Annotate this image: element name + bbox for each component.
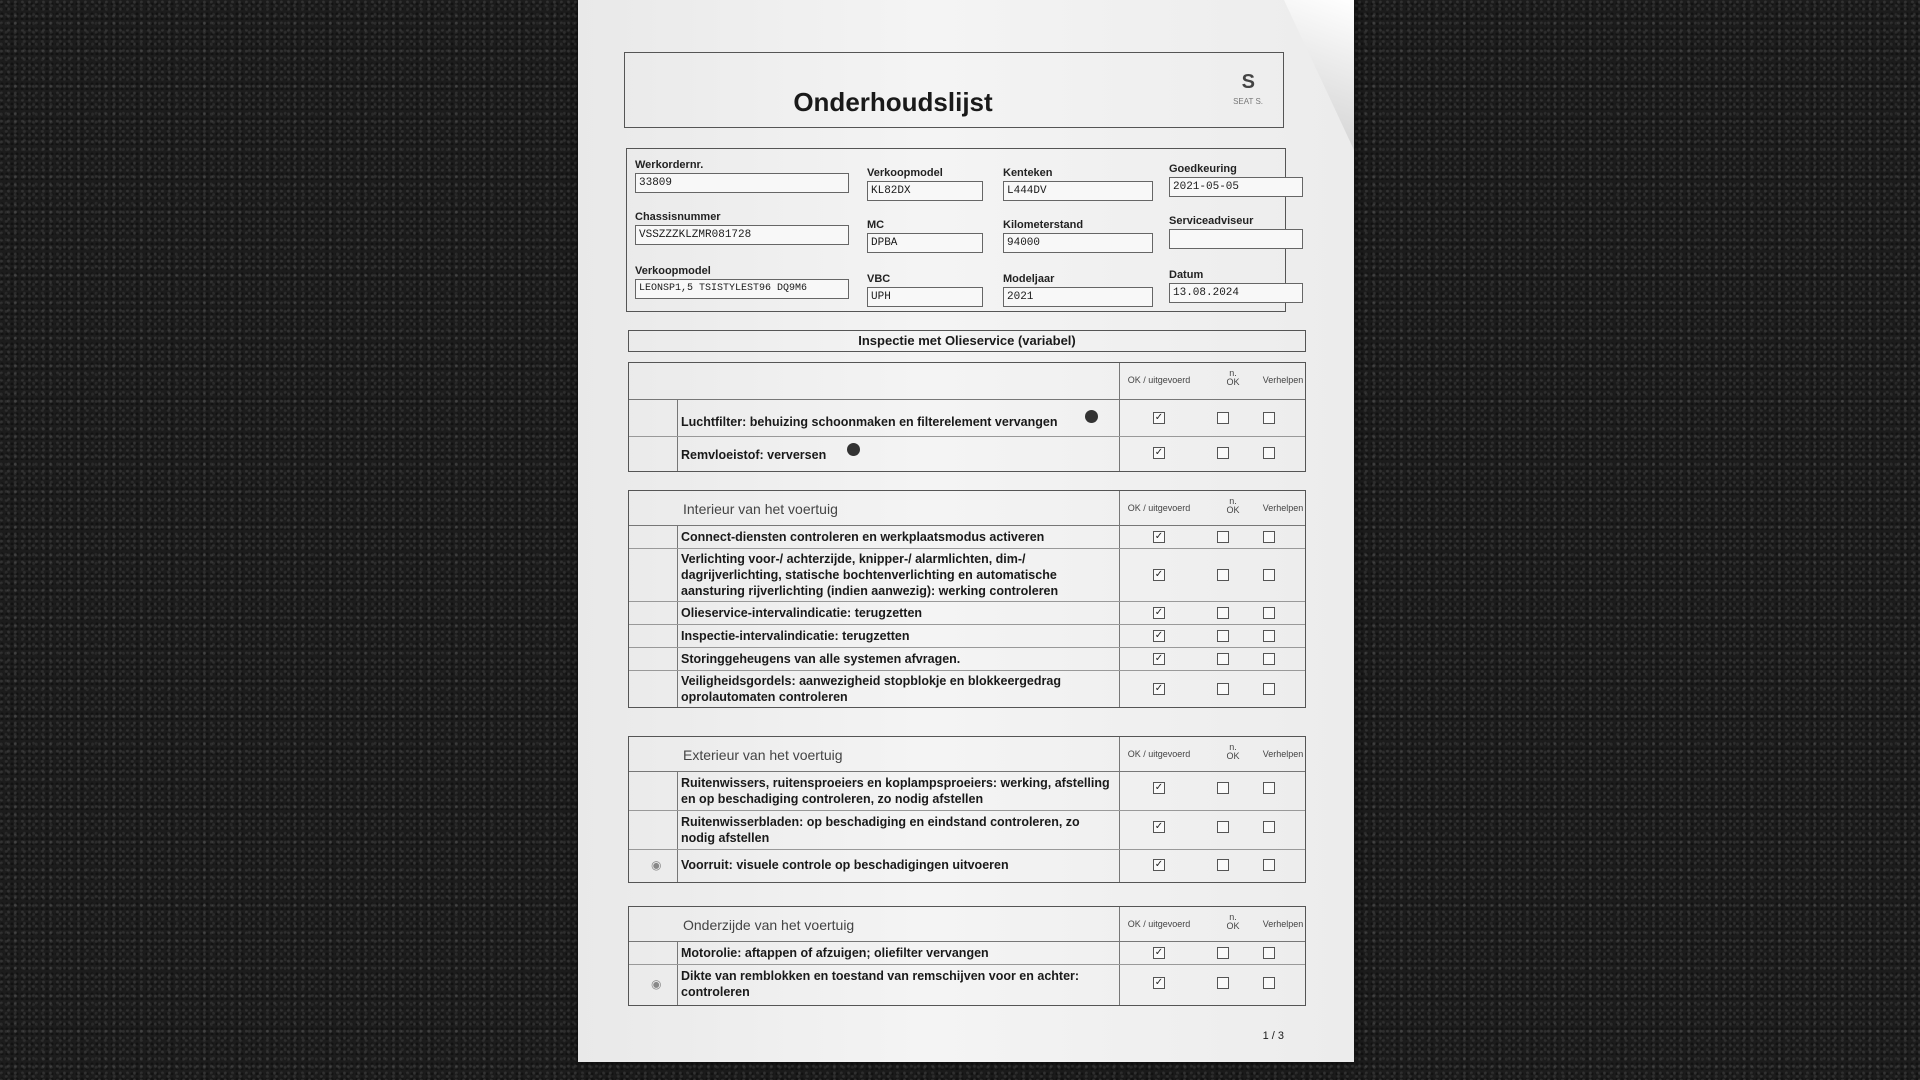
field-label: Verkoopmodel: [635, 265, 711, 277]
field-label: Datum: [1169, 269, 1204, 281]
field-label: Verkoopmodel: [867, 167, 943, 179]
checkbox-verhelpen[interactable]: [1263, 447, 1275, 459]
row-text: Ruitenwisserbladen: op beschadiging en eindstand controleren, zo nodig afstellen: [681, 815, 1080, 845]
field-value: 94000: [1003, 233, 1153, 253]
field-label: Serviceadviseur: [1169, 215, 1254, 227]
checkbox-ok[interactable]: ✓: [1154, 782, 1164, 793]
field-value: LEONSP1,5 TSISTYLEST96 DQ9M6: [635, 279, 849, 299]
field-value: 2021: [1003, 287, 1153, 307]
field-serviceadviseur: [1169, 215, 1303, 249]
col-verhelpen-header: Verhelpen: [1262, 749, 1304, 759]
vehicle-info-box: [626, 148, 1286, 312]
checkbox-not-ok[interactable]: [1217, 653, 1229, 665]
field-kenteken: [1003, 167, 1153, 201]
table-row: [629, 648, 1305, 671]
table-row: [629, 942, 1305, 965]
checkbox-not-ok[interactable]: [1217, 821, 1229, 833]
field-value: DPBA: [867, 233, 983, 253]
col-ok-header: OK / uitgevoerd: [1127, 375, 1191, 385]
field-verkoopmodel: [867, 167, 983, 201]
row-text: Storinggeheugens van alle systemen afvragen.: [681, 652, 961, 666]
col-ok-header: OK / uitgevoerd: [1127, 749, 1191, 759]
row-text: Olieservice-intervalindicatie: terugzetten: [681, 606, 923, 620]
checkbox-ok[interactable]: ✓: [1154, 859, 1164, 870]
checkbox-verhelpen[interactable]: [1263, 569, 1275, 581]
col-verhelpen-header: Verhelpen: [1262, 503, 1304, 513]
page-curl: [1284, 0, 1354, 150]
field-chassisnummer: [635, 211, 849, 245]
checkbox-not-ok[interactable]: [1217, 569, 1229, 581]
field-vbc: [867, 273, 983, 307]
checkbox-not-ok[interactable]: [1217, 630, 1229, 642]
col-nok-header: n. OK: [1226, 742, 1240, 761]
col-ok-header: OK / uitgevoerd: [1127, 503, 1191, 513]
row-text: Connect-diensten controleren en werkplaatsmodus activeren: [681, 530, 1045, 544]
field-label: MC: [867, 219, 885, 231]
row-text: Inspectie-intervalindicatie: terugzetten: [681, 629, 910, 643]
maintenance-sheet: [578, 0, 1354, 1062]
bullet-icon: ◉: [651, 858, 662, 872]
section-interior: [628, 490, 1306, 708]
row-text: Voorruit: visuele controle op beschadigingen uitvoeren: [681, 858, 1009, 872]
field-modeljaar: [1003, 273, 1153, 307]
checkbox-ok[interactable]: ✓: [1154, 683, 1164, 694]
checkbox-ok[interactable]: ✓: [1154, 977, 1164, 988]
checkbox-verhelpen[interactable]: [1263, 630, 1275, 642]
table-row: [629, 400, 1305, 437]
field-value: KL82DX: [867, 181, 983, 201]
checkbox-not-ok[interactable]: [1217, 947, 1229, 959]
col-nok-header: n. OK: [1226, 496, 1240, 515]
field-value: L444DV: [1003, 181, 1153, 201]
checkbox-not-ok[interactable]: [1217, 977, 1229, 989]
row-text: Veiligheidsgordels: aanwezigheid stopblokje en blokkeergedrag oprolautomaten controleren: [681, 674, 1061, 704]
title-box: [624, 52, 1284, 128]
checkbox-ok[interactable]: ✓: [1154, 947, 1164, 958]
table-row: [629, 437, 1305, 471]
field-verkoopmodel-full: [635, 265, 849, 299]
checkbox-not-ok[interactable]: [1217, 859, 1229, 871]
checkbox-not-ok[interactable]: [1217, 782, 1229, 794]
field-label: Chassisnummer: [635, 211, 721, 223]
checkbox-ok[interactable]: ✓: [1154, 447, 1164, 458]
field-label: Kenteken: [1003, 167, 1053, 179]
checkbox-verhelpen[interactable]: [1263, 821, 1275, 833]
col-verhelpen-header: Verhelpen: [1262, 919, 1304, 929]
table-row: [629, 549, 1305, 602]
section-header: [629, 907, 1305, 942]
row-text: Verlichting voor-/ achterzijde, knipper-/ alarmlichten, dim-/ dagrijverlichting, statische bochtenverlichting en automatische aansturing rijverlichting (indien aanwezig): werking controleren: [681, 552, 1059, 598]
checkbox-verhelpen[interactable]: [1263, 977, 1275, 989]
section-title: Onderzijde van het voertuig: [683, 917, 855, 933]
section-title: Interieur van het voertuig: [683, 501, 838, 517]
col-ok-header: OK / uitgevoerd: [1127, 919, 1191, 929]
table-row: [629, 671, 1305, 707]
field-kilometerstand: [1003, 219, 1153, 253]
section-oil-service: [628, 362, 1306, 472]
checkbox-verhelpen[interactable]: [1263, 607, 1275, 619]
checkbox-ok[interactable]: ✓: [1154, 569, 1164, 580]
seat-logo-icon: S: [1241, 71, 1255, 93]
section-underside: [628, 906, 1306, 1006]
checkbox-verhelpen[interactable]: [1263, 531, 1275, 543]
bullet-icon: ◉: [651, 977, 662, 991]
checkbox-verhelpen[interactable]: [1263, 859, 1275, 871]
field-value: UPH: [867, 287, 983, 307]
checkbox-verhelpen[interactable]: [1263, 683, 1275, 695]
field-mc: [867, 219, 983, 253]
row-text: Ruitenwissers, ruitensproeiers en koplampsproeiers: werking, afstelling en op beschadiging controleren, zo nodig afstellen: [681, 776, 1110, 806]
checkbox-ok[interactable]: ✓: [1154, 630, 1164, 641]
page-title: Onderhoudslijst: [793, 87, 993, 117]
marker-dot-icon: [1085, 410, 1098, 423]
checkbox-verhelpen[interactable]: [1263, 412, 1275, 424]
page-number: 1 / 3: [1262, 1030, 1284, 1042]
checkbox-ok[interactable]: ✓: [1154, 607, 1164, 618]
field-label: Goedkeuring: [1169, 163, 1237, 175]
checkbox-ok[interactable]: ✓: [1154, 531, 1164, 542]
checkbox-not-ok[interactable]: [1217, 607, 1229, 619]
field-label: Kilometerstand: [1003, 219, 1084, 231]
field-werkordernr: [635, 159, 849, 193]
section-header: [629, 491, 1305, 526]
row-text: Motorolie: aftappen of afzuigen; oliefilter vervangen: [681, 946, 989, 960]
section-title: Exterieur van het voertuig: [683, 747, 843, 763]
logo-caption: SEAT S.: [1233, 97, 1263, 106]
table-row: [629, 811, 1305, 850]
checkbox-not-ok[interactable]: [1217, 531, 1229, 543]
row-text: Luchtfilter: behuizing schoonmaken en filterelement vervangen: [681, 415, 1058, 429]
row-text: Dikte van remblokken en toestand van remschijven voor en achter: controleren: [681, 969, 1080, 999]
field-label: Modeljaar: [1003, 273, 1055, 285]
checkbox-ok[interactable]: ✓: [1154, 821, 1164, 832]
section-header: [629, 737, 1305, 772]
field-label: Werkordernr.: [635, 159, 704, 171]
marker-dot-icon: [847, 443, 860, 456]
field-value: [1169, 229, 1303, 249]
checkbox-verhelpen[interactable]: [1263, 653, 1275, 665]
section-exterior: [628, 736, 1306, 883]
field-value: VSSZZZKLZMR081728: [635, 225, 849, 245]
col-verhelpen-header: Verhelpen: [1262, 375, 1304, 385]
col-nok-header: n. OK: [1226, 912, 1240, 931]
checkbox-not-ok[interactable]: [1217, 447, 1229, 459]
table-row: [629, 850, 1305, 882]
col-nok-header: n. OK: [1226, 368, 1240, 387]
checkbox-not-ok[interactable]: [1217, 412, 1229, 424]
table-row: [629, 526, 1305, 549]
table-row: [629, 965, 1305, 1005]
row-text: Remvloeistof: verversen: [681, 448, 827, 462]
section-header: [629, 363, 1305, 400]
field-goedkeuring: [1169, 163, 1303, 197]
inspection-title: Inspectie met Olieservice (variabel): [628, 330, 1306, 352]
checkbox-ok[interactable]: ✓: [1154, 412, 1164, 423]
checkbox-verhelpen[interactable]: [1263, 947, 1275, 959]
table-row: [629, 625, 1305, 648]
checkbox-verhelpen[interactable]: [1263, 782, 1275, 794]
table-row: [629, 772, 1305, 811]
checkbox-ok[interactable]: ✓: [1154, 653, 1164, 664]
field-label: VBC: [867, 273, 891, 285]
table-row: [629, 602, 1305, 625]
field-value: 2021-05-05: [1169, 177, 1303, 197]
checkbox-not-ok[interactable]: [1217, 683, 1229, 695]
field-value: 13.08.2024: [1169, 283, 1303, 303]
field-datum: [1169, 269, 1303, 303]
field-value: 33809: [635, 173, 849, 193]
